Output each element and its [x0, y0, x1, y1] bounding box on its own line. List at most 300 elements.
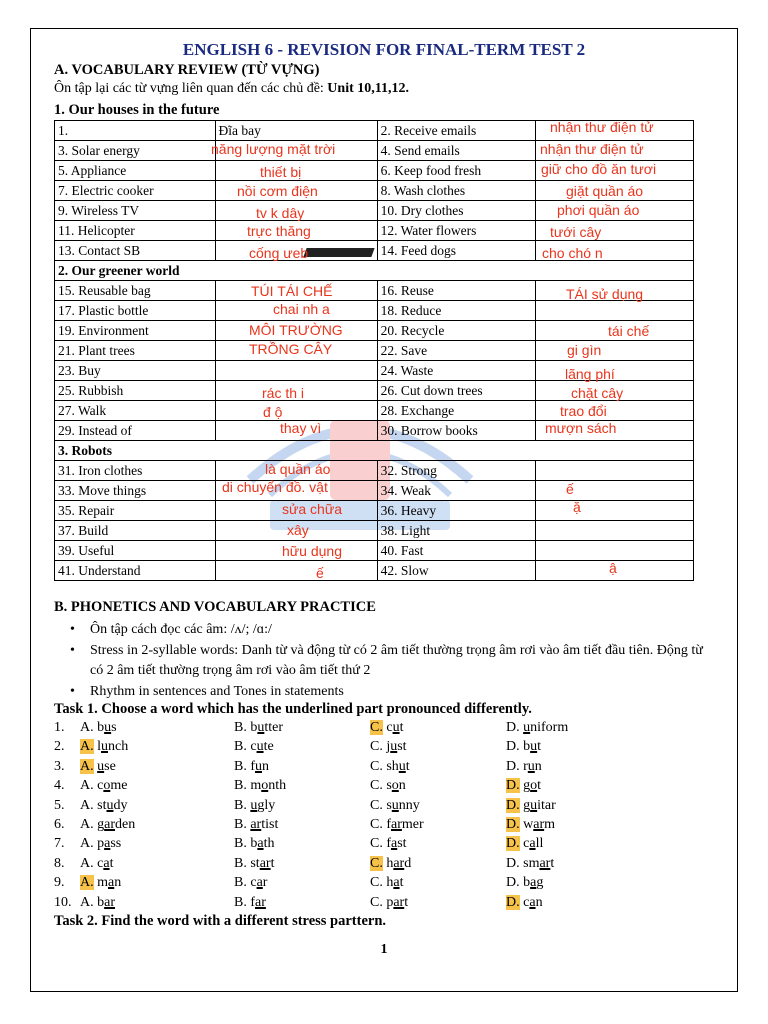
underlined-sound: a [391, 836, 398, 852]
question-row [54, 817, 694, 836]
word-part: b [97, 720, 105, 735]
answer-option[interactable] [80, 856, 113, 872]
answer-option[interactable] [234, 895, 266, 911]
table-cell [536, 501, 694, 521]
answer-option[interactable] [506, 875, 543, 891]
word-part: m [544, 817, 556, 832]
question-number: 5. [54, 797, 65, 813]
option-letter: B. [234, 817, 247, 832]
handwritten-note: sửa chữa [282, 501, 342, 517]
underlined-sound: u [101, 739, 109, 755]
question-row [54, 836, 694, 855]
option-letter: A. [80, 855, 94, 871]
handwritten-note: lãng phí [565, 366, 615, 382]
answer-option[interactable] [234, 817, 278, 833]
table-cell: 2. Receive emails [377, 121, 536, 141]
underlined-sound: a [256, 875, 263, 891]
underlined-sound: u [527, 758, 535, 774]
answer-option[interactable] [234, 759, 269, 775]
question-row [54, 739, 694, 758]
question-row [54, 895, 694, 914]
page-number: 1 [380, 942, 388, 957]
word-part: t [537, 778, 542, 794]
handwritten-note: thiết bị [260, 164, 302, 180]
option-letter: C. [370, 855, 383, 871]
word-part: b [523, 875, 531, 891]
underlined-sound: u [250, 797, 258, 813]
vocab-section-title: 2. Our greener world [55, 261, 694, 281]
handwritten-note: phơi quần áo [557, 202, 640, 218]
word-part: t [109, 855, 114, 871]
option-letter: B. [234, 720, 247, 735]
table-cell: 27. Walk [55, 401, 216, 421]
answer-option[interactable] [506, 759, 542, 775]
table-row [55, 321, 694, 341]
handwritten-note: hữu dụng [282, 543, 342, 559]
underlined-sound: o [261, 778, 269, 794]
table-cell: 33. Move things [55, 481, 216, 501]
underlined-sound: ar [259, 855, 271, 871]
underlined-sound: ar [393, 894, 405, 910]
underlined-sound: a [393, 875, 400, 891]
table-cell [215, 401, 377, 421]
vocab-header-1: 1. Our houses in the future [54, 102, 220, 118]
handwritten-note: là quần áo [265, 461, 331, 477]
option-letter: A. [80, 797, 94, 813]
underlined-sound: u [106, 797, 114, 813]
table-cell [536, 541, 694, 561]
word-part: ss [110, 836, 122, 852]
word-part: c [250, 875, 257, 891]
table-row [55, 541, 694, 561]
handwritten-note: nhận thư điện tử [550, 119, 654, 135]
handwritten-note: TÚI TÁI CHẾ [251, 283, 333, 299]
option-letter: C. [370, 778, 383, 794]
option-letter: C. [370, 894, 383, 910]
table-cell [215, 561, 377, 581]
option-letter: D. [506, 797, 520, 813]
underlined-sound: u [398, 758, 406, 774]
handwritten-note: trực thăng [247, 223, 311, 239]
underlined-sound: u [523, 720, 531, 735]
underlined-sound: a [257, 836, 264, 852]
word-part: st [397, 739, 407, 755]
word-part: n [534, 758, 542, 774]
word-part: f [250, 894, 256, 910]
handwritten-note: đ ộ [263, 404, 283, 420]
option-letter: C. [370, 758, 383, 774]
option-letter: D. [506, 758, 520, 774]
answer-option[interactable] [234, 836, 274, 852]
answer-option[interactable] [234, 720, 283, 736]
table-cell: 1. [55, 121, 216, 141]
option-letter: C. [370, 739, 383, 755]
underlined-sound: ar [533, 817, 545, 832]
answer-option[interactable] [80, 720, 117, 736]
underlined-sound: u [391, 797, 399, 813]
table-cell: 35. Repair [55, 501, 216, 521]
word-part: itar [537, 797, 556, 813]
option-letter: B. [234, 855, 247, 871]
word-part: tter [264, 720, 283, 735]
question-number: 10. [54, 894, 72, 910]
table-cell: 11. Helicopter [55, 221, 216, 241]
word-part: g [523, 797, 531, 813]
word-part: n [535, 894, 543, 910]
answer-option[interactable] [370, 720, 403, 736]
word-part: me [110, 778, 128, 794]
word-part: s [386, 797, 392, 813]
word-part: n [398, 778, 406, 794]
table-row [55, 481, 694, 501]
underlined-sound: ar [104, 817, 116, 832]
underlined-sound: o [530, 778, 538, 794]
answer-option[interactable] [80, 778, 127, 794]
redaction-mark [303, 248, 374, 257]
word-part: c [523, 894, 530, 910]
option-letter: A. [80, 758, 94, 774]
option-letter: C. [370, 875, 383, 891]
handwritten-note: cống ưeb [249, 245, 309, 261]
handwritten-note: chai nh a [273, 301, 330, 317]
option-letter: D. [506, 875, 520, 891]
answer-option[interactable] [370, 798, 420, 814]
option-letter: B. [234, 797, 247, 813]
table-cell [536, 481, 694, 501]
answer-option[interactable] [370, 759, 410, 775]
option-letter: D. [506, 817, 520, 832]
question-number: 3. [54, 758, 65, 774]
section-b-heading: B. PHONETICS AND VOCABULARY PRACTICE [54, 599, 376, 615]
handwritten-note: chặt cây [571, 385, 624, 401]
word-part: d [404, 855, 412, 871]
table-cell: 19. Environment [55, 321, 216, 341]
word-part: s [386, 778, 392, 794]
handwritten-note: MÔI TRƯỜNG [249, 322, 343, 338]
option-letter: D. [506, 894, 520, 910]
underlined-sound: u [256, 739, 264, 755]
answer-option[interactable] [370, 875, 403, 891]
table-cell: 30. Borrow books [377, 421, 536, 441]
option-letter: B. [234, 778, 247, 794]
word-part: h [386, 855, 394, 871]
word-part: t [550, 855, 555, 871]
table-cell: 41. Understand [55, 561, 216, 581]
option-letter: A. [80, 894, 94, 910]
table-cell: 15. Reusable bag [55, 281, 216, 301]
table-cell: 25. Rubbish [55, 381, 216, 401]
vocab-section-header [55, 441, 694, 461]
word-part: s [111, 720, 117, 735]
underlined-sound: ar [539, 855, 551, 871]
answer-option[interactable] [506, 778, 541, 794]
question-number: 1. [54, 720, 65, 735]
underlined-sound: a [103, 855, 110, 871]
answer-option[interactable] [370, 895, 408, 911]
table-cell: 31. Iron clothes [55, 461, 216, 481]
underlined-sound: ar [255, 894, 266, 910]
underlined-sound: ar [250, 817, 262, 832]
table-cell: 26. Cut down trees [377, 381, 536, 401]
word-part: g [536, 875, 544, 891]
handwritten-note: tưới cây [550, 224, 602, 240]
answer-option[interactable] [370, 836, 407, 852]
word-part: t [399, 720, 404, 735]
word-part: b [250, 720, 258, 735]
word-part: m [250, 778, 262, 794]
option-letter: C. [370, 720, 383, 735]
table-cell: 6. Keep food fresh [377, 161, 536, 181]
word-part: f [250, 758, 256, 774]
answer-option[interactable] [234, 739, 274, 755]
question-number: 4. [54, 778, 65, 794]
handwritten-note: thay vì [280, 420, 322, 436]
option-letter: B. [234, 894, 247, 910]
table-cell: 16. Reuse [377, 281, 536, 301]
underlined-sound: u [392, 720, 400, 735]
word-part: t [537, 739, 542, 755]
table-cell: 38. Light [377, 521, 536, 541]
underlined-sound: a [530, 875, 537, 891]
handwritten-note: TRỒNG CÂY [249, 341, 333, 357]
table-cell: 34. Weak [377, 481, 536, 501]
word-part: r [262, 875, 268, 891]
answer-option[interactable] [80, 817, 135, 833]
table-cell: 28. Exchange [377, 401, 536, 421]
table-cell: 7. Electric cooker [55, 181, 216, 201]
underlined-sound: u [257, 720, 265, 735]
word-part: h [386, 875, 394, 891]
word-part: r [523, 758, 528, 774]
handwritten-note: tái chế [608, 323, 650, 339]
answer-option[interactable] [506, 739, 541, 755]
table-cell [215, 361, 377, 381]
handwritten-note: xây [287, 522, 309, 538]
section-a-heading: A. VOCABULARY REVIEW (TỪ VỰNG) [54, 62, 320, 78]
table-cell: 5. Appliance [55, 161, 216, 181]
option-letter: C. [370, 817, 383, 832]
question-number: 7. [54, 836, 65, 852]
table-cell: 37. Build [55, 521, 216, 541]
table-cell: 36. Heavy [377, 501, 536, 521]
word-part: gly [257, 797, 276, 813]
table-cell: 22. Save [377, 341, 536, 361]
word-part: st [97, 797, 107, 813]
bullet-item: • Stress in 2-syllable words: Danh từ và động từ có 2 âm tiết thường trọng âm rơi vào âm tiết đầu tiên. Động từ có 2 âm tiết thường trọng âm rơi vào âm tiết thứ 2 [70, 643, 703, 678]
word-part: tist [261, 817, 279, 832]
answer-option[interactable] [234, 798, 275, 814]
table-cell: 24. Waste [377, 361, 536, 381]
question-number: 2. [54, 739, 65, 755]
word-part: t [405, 758, 410, 774]
word-part: nth [268, 778, 287, 794]
table-cell: Đĩa bay [215, 121, 377, 141]
word-part: mer [401, 817, 424, 832]
answer-option[interactable] [370, 778, 406, 794]
underlined-sound: a [104, 836, 111, 852]
underlined-sound: a [529, 836, 536, 852]
table-cell [536, 461, 694, 481]
answer-option[interactable] [80, 798, 127, 814]
table-row [55, 301, 694, 321]
table-cell: 39. Useful [55, 541, 216, 561]
table-cell: 10. Dry clothes [377, 201, 536, 221]
word-part: c [523, 836, 530, 852]
question-row [54, 875, 694, 894]
word-part: te [263, 739, 274, 755]
underlined-sound: a [529, 894, 536, 910]
answer-option[interactable] [80, 875, 121, 891]
word-part: c [97, 778, 104, 794]
vocab-section-header [55, 261, 694, 281]
option-letter: B. [234, 739, 247, 755]
option-letter: C. [370, 797, 383, 813]
word-part: n [262, 758, 270, 774]
table-cell: 21. Plant trees [55, 341, 216, 361]
underlined-sound: u [530, 797, 538, 813]
word-part: f [386, 817, 392, 832]
underlined-sound: a [108, 875, 115, 891]
table-cell [536, 341, 694, 361]
option-letter: A. [80, 836, 94, 852]
word-part: t [399, 875, 404, 891]
answer-option[interactable] [506, 817, 555, 833]
word-part: st [250, 855, 260, 871]
handwritten-note: nồi cơm điện [237, 183, 318, 199]
answer-option[interactable] [506, 720, 568, 736]
table-row [55, 521, 694, 541]
question-number: 8. [54, 855, 65, 871]
option-letter: A. [80, 720, 94, 735]
word-part: b [97, 894, 105, 910]
answer-option[interactable] [80, 739, 128, 755]
word-part: niform [530, 720, 569, 735]
vocab-section-title: 3. Robots [55, 441, 694, 461]
table-cell: 14. Feed dogs [377, 241, 536, 261]
answer-option[interactable] [506, 895, 543, 911]
underlined-sound: o [103, 778, 111, 794]
word-part: c [386, 720, 393, 735]
word-part: p [97, 836, 105, 852]
underlined-sound: ar [391, 817, 402, 832]
handwritten-note: ặ [573, 499, 581, 515]
handwritten-note: ế [316, 565, 324, 581]
option-letter: D. [506, 778, 520, 794]
word-part: g [523, 778, 531, 794]
answer-option[interactable] [506, 798, 556, 814]
table-cell: 4. Send emails [377, 141, 536, 161]
table-cell: 29. Instead of [55, 421, 216, 441]
word-part: nch [108, 739, 129, 755]
question-row [54, 798, 694, 817]
handwritten-note: mượn sách [545, 420, 617, 436]
handwritten-note: di chuyển đồ. vật [222, 479, 328, 495]
underlined-sound: u [530, 739, 538, 755]
word-part: nny [398, 797, 420, 813]
word-part: c [97, 855, 104, 871]
handwritten-note: ế [566, 481, 574, 497]
table-cell: 3. Solar energy [55, 141, 216, 161]
handwritten-note: giữ cho đồ ăn tươi [541, 161, 657, 177]
word-part: b [250, 836, 258, 852]
table-cell: 9. Wireless TV [55, 201, 216, 221]
word-part: j [386, 739, 391, 755]
word-part: m [97, 875, 109, 891]
option-letter: B. [234, 875, 247, 891]
option-letter: A. [80, 778, 94, 794]
option-letter: D. [506, 720, 520, 735]
table-cell: 20. Recycle [377, 321, 536, 341]
table-cell: 32. Strong [377, 461, 536, 481]
word-part: ll [535, 836, 544, 852]
answer-option[interactable] [506, 836, 543, 852]
table-row [55, 561, 694, 581]
word-part: b [523, 739, 531, 755]
answer-option[interactable] [80, 759, 116, 775]
question-row [54, 720, 694, 739]
table-row [55, 461, 694, 481]
word-part: sm [523, 855, 540, 871]
answer-option[interactable] [506, 856, 554, 872]
answer-option[interactable] [234, 875, 267, 891]
table-cell: 42. Slow [377, 561, 536, 581]
answer-option[interactable] [234, 856, 274, 872]
answer-option[interactable] [370, 817, 424, 833]
answer-option[interactable] [370, 856, 411, 872]
handwritten-note: năng lượng mặt trời [211, 141, 336, 157]
handwritten-note: trao đổi [560, 403, 607, 419]
word-part: w [523, 817, 534, 832]
page-title: ENGLISH 6 - REVISION FOR FINAL-TERM TEST 2 [182, 40, 586, 59]
task1-heading: Task 1. Choose a word which has the underlined part pronounced differently. [54, 701, 532, 717]
option-letter: A. [80, 739, 94, 755]
question-row [54, 778, 694, 797]
word-part: st [397, 836, 407, 852]
handwritten-note: nhận thư điện tử [540, 141, 644, 157]
table-cell [536, 301, 694, 321]
table-cell: 17. Plastic bottle [55, 301, 216, 321]
underlined-sound: u [390, 739, 398, 755]
handwritten-note: rác th i [262, 385, 305, 401]
table-cell: 12. Water flowers [377, 221, 536, 241]
word-part: se [104, 758, 116, 774]
word-part: l [97, 739, 102, 755]
word-part: f [386, 836, 392, 852]
table-cell: 13. Contact SB [55, 241, 216, 261]
word-part: sh [386, 758, 399, 774]
option-letter: A. [80, 817, 94, 832]
option-letter: D. [506, 855, 520, 871]
answer-option[interactable] [234, 778, 286, 794]
handwritten-note: tv k dây [256, 205, 305, 221]
underlined-sound: o [391, 778, 399, 794]
section-a-intro: Ôn tập lại các từ vựng liên quan đến các chủ đề: Unit 10,11,12. [54, 81, 409, 96]
answer-option[interactable] [370, 739, 407, 755]
option-letter: B. [234, 836, 247, 852]
word-part: th [263, 836, 275, 852]
question-number: 9. [54, 875, 65, 891]
answer-option[interactable] [80, 836, 121, 852]
answer-option[interactable] [80, 895, 115, 911]
word-part: g [97, 817, 105, 832]
word-part: p [386, 894, 394, 910]
option-letter: B. [234, 758, 247, 774]
word-part: c [250, 739, 257, 755]
word-part: t [270, 855, 275, 871]
underlined-sound: u [255, 758, 263, 774]
word-part: t [404, 894, 409, 910]
handwritten-note: TÁI sử dụng [566, 286, 644, 302]
